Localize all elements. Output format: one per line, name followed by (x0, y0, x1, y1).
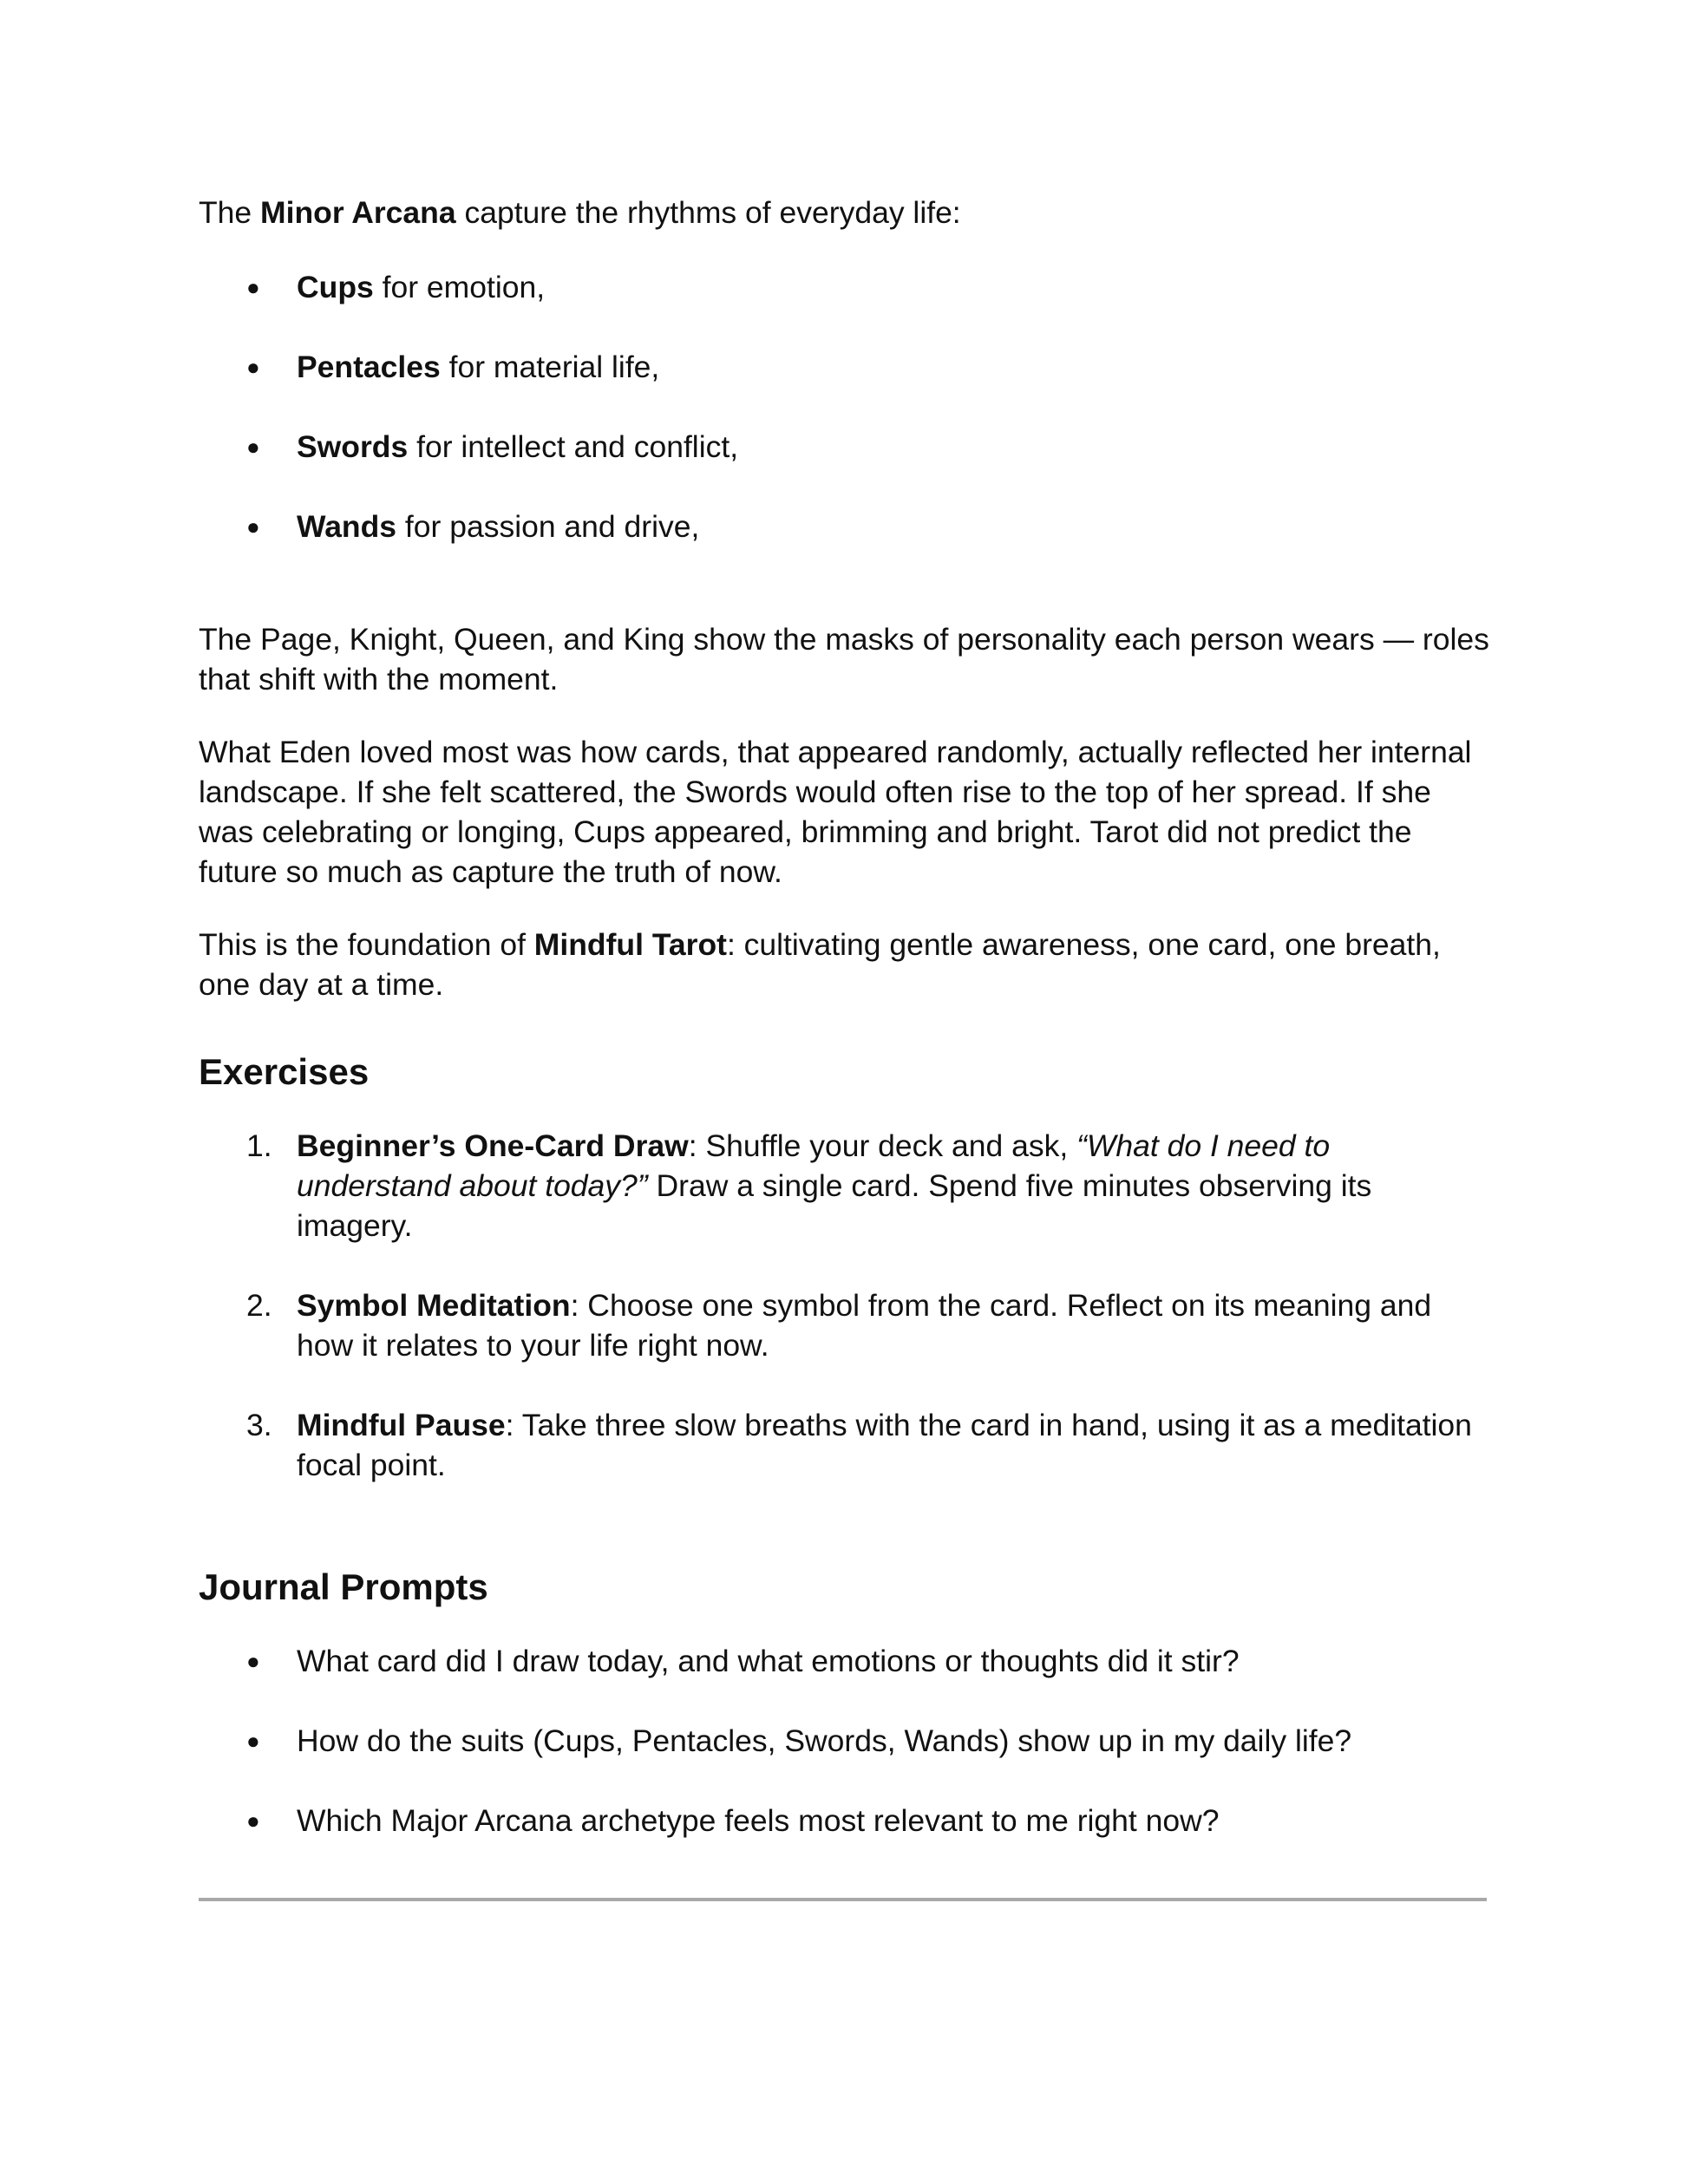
suits-list (199, 267, 1491, 546)
bullet-icon: ● (246, 1728, 260, 1754)
list-item (199, 1721, 1491, 1761)
bullet-icon: ● (246, 354, 260, 380)
list-item (199, 507, 1491, 546)
exercise-title: Mindful Pause (297, 1408, 506, 1442)
horizontal-divider (199, 1898, 1487, 1901)
exercises-heading: Exercises (199, 1051, 370, 1092)
list-item (199, 1285, 1491, 1365)
exercise-text: : Choose one symbol from the card. Reflect on its meaning and how it relates to your life right now. (297, 1288, 1432, 1363)
foundation-paragraph (199, 925, 1491, 1004)
bullet-icon: ● (246, 434, 260, 460)
suit-desc: for intellect and conflict, (408, 429, 739, 464)
eden-paragraph: What Eden loved most was how cards, that appeared randomly, actually reflected her internal landscape. If she felt scattered, the Swords would often rise to the top of her spread. If she was celebrating or longing, Cups appeared, brimming and bright. Tarot did not predict the future so much as capture the truth of now. (199, 735, 1472, 889)
item-number: 1. (246, 1128, 272, 1163)
list-item (199, 1641, 1491, 1681)
list-item (199, 1126, 1491, 1246)
bullet-icon: ● (246, 513, 260, 539)
suit-desc: for material life, (440, 350, 660, 384)
bullet-icon: ● (246, 274, 260, 300)
exercise-title: Symbol Meditation (297, 1288, 571, 1323)
exercise-text-cont: Draw a single card. Spend five minutes observing its imagery. (297, 1168, 1372, 1243)
bullet-icon: ● (246, 1648, 260, 1674)
intro-paragraph (199, 193, 1491, 232)
prompt-text: What card did I draw today, and what emotions or thoughts did it stir? (297, 1644, 1240, 1678)
intro-term: Minor Arcana (260, 195, 456, 230)
suit-desc: for emotion, (373, 270, 546, 304)
exercises-list (199, 1126, 1491, 1485)
list-item (199, 1405, 1491, 1485)
exercise-text: : Shuffle your deck and ask, (688, 1128, 1077, 1163)
masks-paragraph: The Page, Knight, Queen, and King show the masks of personality each person wears — roles that shift with the moment. (199, 622, 1489, 696)
exercise-title: Beginner’s One-Card Draw (297, 1128, 689, 1163)
item-number: 2. (246, 1288, 272, 1323)
foundation-term: Mindful Tarot (533, 927, 727, 962)
suit-name: Swords (297, 429, 409, 464)
suit-desc: for passion and drive, (396, 509, 700, 544)
item-number: 3. (246, 1408, 272, 1442)
list-item (199, 347, 1491, 387)
journal-heading: Journal Prompts (199, 1566, 488, 1607)
list-item (199, 267, 1491, 307)
prompt-text: Which Major Arcana archetype feels most relevant to me right now? (297, 1803, 1220, 1838)
intro-suffix: capture the rhythms of everyday life: (455, 195, 961, 230)
suit-name: Wands (297, 509, 397, 544)
suit-name: Cups (297, 270, 374, 304)
intro-prefix: The (199, 195, 261, 230)
bullet-icon: ● (246, 1808, 260, 1834)
journal-prompts-list (199, 1641, 1491, 1841)
foundation-suffix: : cultivating gentle awareness, one card, one breath, one day at a time. (199, 927, 1441, 1002)
list-item (199, 1801, 1491, 1841)
page-content (199, 193, 1491, 1880)
exercise-quote: “What do I need to understand about today?” (297, 1128, 1331, 1203)
list-item (199, 427, 1491, 467)
suit-name: Pentacles (297, 350, 441, 384)
exercise-text: : Take three slow breaths with the card in hand, using it as a meditation focal point. (297, 1408, 1472, 1482)
foundation-prefix: This is the foundation of (199, 927, 534, 962)
prompt-text: How do the suits (Cups, Pentacles, Swords, Wands) show up in my daily life? (297, 1723, 1352, 1758)
